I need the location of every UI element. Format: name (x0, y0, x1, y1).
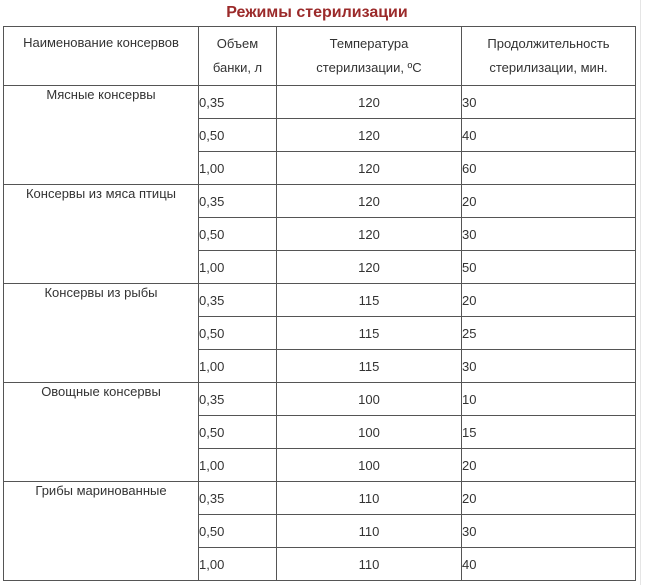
volume-cell: 0,50 (199, 515, 277, 548)
product-name: Грибы маринованные (35, 483, 167, 498)
temperature-cell: 115 (277, 284, 462, 317)
temperature-cell: 100 (277, 416, 462, 449)
duration-cell: 40 (462, 548, 636, 581)
volume-cell: 1,00 (199, 449, 277, 482)
volume-cell: 0,50 (199, 119, 277, 152)
header-jar-volume (199, 27, 277, 86)
volume-cell: 1,00 (199, 548, 277, 581)
table-header-row (4, 27, 636, 86)
duration-cell: 25 (462, 317, 636, 350)
header-product-name (4, 27, 199, 86)
page-title: Режимы стерилизации (226, 4, 408, 21)
temperature-cell: 100 (277, 449, 462, 482)
duration-cell: 30 (462, 350, 636, 383)
volume-cell: 0,50 (199, 218, 277, 251)
volume-cell: 1,00 (199, 251, 277, 284)
duration-cell: 40 (462, 119, 636, 152)
volume-cell: 0,35 (199, 482, 277, 515)
duration-cell: 20 (462, 449, 636, 482)
table-row (4, 86, 636, 119)
table-row (4, 383, 636, 416)
duration-cell: 20 (462, 284, 636, 317)
volume-cell: 0,50 (199, 317, 277, 350)
header-jar-volume-line2: банки, л (212, 60, 263, 75)
header-product-name-label: Наименование консервов (23, 35, 179, 50)
product-name-cell (4, 284, 199, 383)
volume-cell: 0,35 (199, 383, 277, 416)
temperature-cell: 120 (277, 251, 462, 284)
temperature-cell: 115 (277, 317, 462, 350)
temperature-cell: 120 (277, 119, 462, 152)
product-name-cell (4, 86, 199, 185)
header-temperature-line2: стерилизации, ºС (316, 60, 422, 75)
header-temperature (277, 27, 462, 86)
temperature-cell: 120 (277, 152, 462, 185)
header-temperature-line1: Температура (329, 36, 409, 51)
temperature-cell: 115 (277, 350, 462, 383)
temperature-cell: 110 (277, 482, 462, 515)
table-row (4, 482, 636, 515)
header-duration-line2: стерилизации, мин. (489, 60, 608, 75)
duration-cell: 50 (462, 251, 636, 284)
volume-cell: 1,00 (199, 152, 277, 185)
temperature-cell: 120 (277, 185, 462, 218)
divider (640, 0, 641, 585)
duration-cell: 10 (462, 383, 636, 416)
duration-cell: 60 (462, 152, 636, 185)
table-row (4, 284, 636, 317)
temperature-cell: 120 (277, 86, 462, 119)
product-name: Консервы из рыбы (44, 285, 158, 300)
temperature-cell: 110 (277, 515, 462, 548)
product-name-cell (4, 482, 199, 581)
volume-cell: 0,35 (199, 284, 277, 317)
header-duration (462, 27, 636, 86)
product-name-cell (4, 185, 199, 284)
product-name: Овощные консервы (41, 384, 161, 399)
product-name: Консервы из мяса птицы (25, 186, 176, 201)
duration-cell: 15 (462, 416, 636, 449)
duration-cell: 30 (462, 86, 636, 119)
duration-cell: 20 (462, 185, 636, 218)
sterilization-table (3, 26, 636, 581)
temperature-cell: 110 (277, 548, 462, 581)
volume-cell: 0,35 (199, 86, 277, 119)
header-duration-line1: Продолжительность (487, 36, 610, 51)
volume-cell: 0,50 (199, 416, 277, 449)
table-row (4, 185, 636, 218)
temperature-cell: 120 (277, 218, 462, 251)
product-name-cell (4, 383, 199, 482)
temperature-cell: 100 (277, 383, 462, 416)
product-name: Мясные консервы (46, 87, 156, 102)
duration-cell: 30 (462, 515, 636, 548)
duration-cell: 20 (462, 482, 636, 515)
header-jar-volume-line1: Объем (216, 36, 259, 51)
volume-cell: 1,00 (199, 350, 277, 383)
duration-cell: 30 (462, 218, 636, 251)
volume-cell: 0,35 (199, 185, 277, 218)
